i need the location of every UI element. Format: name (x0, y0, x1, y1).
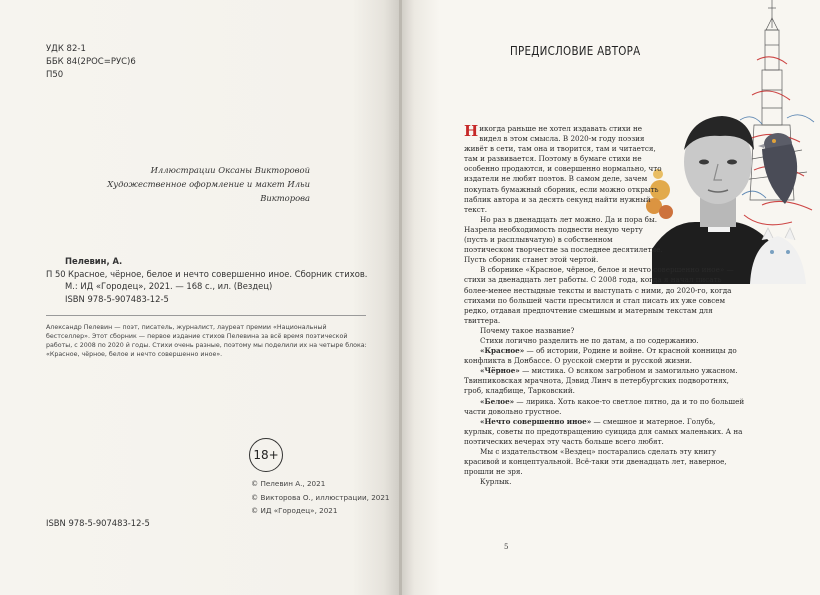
bibliographic-record (46, 255, 376, 305)
closing-word: Курлык. (480, 477, 512, 487)
illustrator-credit: Иллюстрации Оксаны Викторовой (150, 165, 310, 175)
block-black-name: «Чёрное» (480, 366, 520, 376)
left-page (0, 0, 400, 595)
biblio-title: Красное, чёрное, белое и нечто совершенно иное. Сборник стихов. (68, 268, 368, 279)
block-red-name: «Красное» (480, 346, 525, 356)
preface-paragraph-1 (464, 124, 664, 215)
block-white-text: — лирика. Хоть какое-то светлое пятно, да и то по большей части довольно грустное. (464, 396, 745, 416)
author-mark: П50 (46, 70, 64, 80)
preface-paragraph-4: Почему такое название? (480, 325, 575, 335)
annotation: Александр Пелевин — поэт, писатель, журналист, лауреат премии «Национальный бестселлер». Этот сборник — первое издание стихов Пелевина за всё время поэтической работы, с 2008 по 2020 й годы. Стихи очень разные, поэтому мы поделили их на четыре блока: «Красное, чёрное, белое и нечто совершенно иное». (46, 324, 367, 358)
biblio-author: Пелевин, А. (65, 256, 123, 266)
drop-cap: Н (464, 122, 479, 140)
copyright-author: © Пелевин А., 2021 (251, 479, 326, 488)
preface-paragraph-1-text: икогда раньше не хотел издавать стихи не видел в этом смысла. В 2020-м году поэзия живёт в сети, там она и творится, там и читается, там и развивается. Поэтому в бумаге стихи не особенно продаются, и совершенно нормально, что издатели не любят поэтов. В самом деле, зачем покупать бумажный сборник, если можно открыть паблик автора и за десять секунд найти нужный текст. (464, 124, 662, 214)
preface-paragraph-3: В сборнике «Красное, чёрное, белое и нечто совершенно иное» — стихи за двенадцать лет работы. С 2008 года, когда я начал писать более-менее нестыдные тексты и выступать с ними, до 2020-го, когда стихами по большей части пресытился и стал писать их уже совсем редко, отдавая предпочтение смешным и матерным текстам для твиттера. (464, 265, 734, 325)
udk-code: УДК 82-1 (46, 44, 86, 54)
preface-paragraph-5: Стихи логично разделить не по датам, а по содержанию. (480, 335, 699, 345)
page-number: 5 (504, 543, 509, 551)
block-other-name: «Нечто совершенно иное» (480, 416, 592, 426)
block-other-text: — смешное и матерное. Голубь, курлык, советы по предотвращению суицида для самых маленьких. А на поэтических вечерах эту часть больше всего любят. (464, 416, 743, 446)
library-codes (46, 43, 136, 82)
block-black (464, 366, 746, 396)
age-rating-badge: 18+ (249, 438, 283, 472)
copyright-block (251, 479, 400, 520)
isbn-bottom: ISBN 978-5-907483-12-5 (46, 518, 150, 528)
block-black-text: — мистика. О всяком загробном и замогильно ужасном. Твинпиковская мрачнота, Дэвид Линч в петербургских подворотнях, гроб, кладбище, Тарковский. (464, 366, 738, 396)
bbk-code: ББК 84(2РОС=РУС)6 (46, 57, 136, 67)
block-white (464, 397, 746, 417)
block-red (464, 346, 746, 366)
biblio-isbn: ISBN 978-5-907483-12-5 (65, 293, 169, 304)
block-white-name: «Белое» (480, 396, 515, 406)
copyright-illustrator: © Викторова О., иллюстрации, 2021 (251, 492, 390, 502)
preface-text (464, 124, 746, 487)
closing-paragraph: Мы с издательством «Вездец» постарались сделать эту книгу красивой и концептуальной. Всё-таки эти двенадцать лет, наверное, прошли не зря. (464, 447, 727, 477)
copyright-publisher: © ИД «Городец», 2021 (251, 506, 338, 515)
biblio-code: П 50 (46, 268, 66, 279)
biblio-publisher: М.: ИД «Городец», 2021. — 168 с., ил. (Вездец) (65, 281, 273, 291)
page-title: ПРЕДИСЛОВИЕ АВТОРА (510, 44, 641, 58)
design-credit: Художественное оформление и макет Ильи Викторова (107, 179, 310, 203)
right-page (402, 0, 820, 595)
preface-paragraph-2: Но раз в двенадцать лет можно. Да и пора бы. Назрела необходимость подвести некую черту (пусть и расплывчатую) в собственном поэтическом творчестве за последнее десятилетие. Пусть сборник станет этой чертой. (464, 214, 663, 265)
divider (46, 315, 366, 316)
illustration-credits (60, 163, 310, 205)
block-other (464, 417, 746, 447)
block-red-text: — об истории, Родине и войне. От красной конницы до конфликта в Донбассе. О русской смерти и русской жизни. (464, 346, 737, 366)
